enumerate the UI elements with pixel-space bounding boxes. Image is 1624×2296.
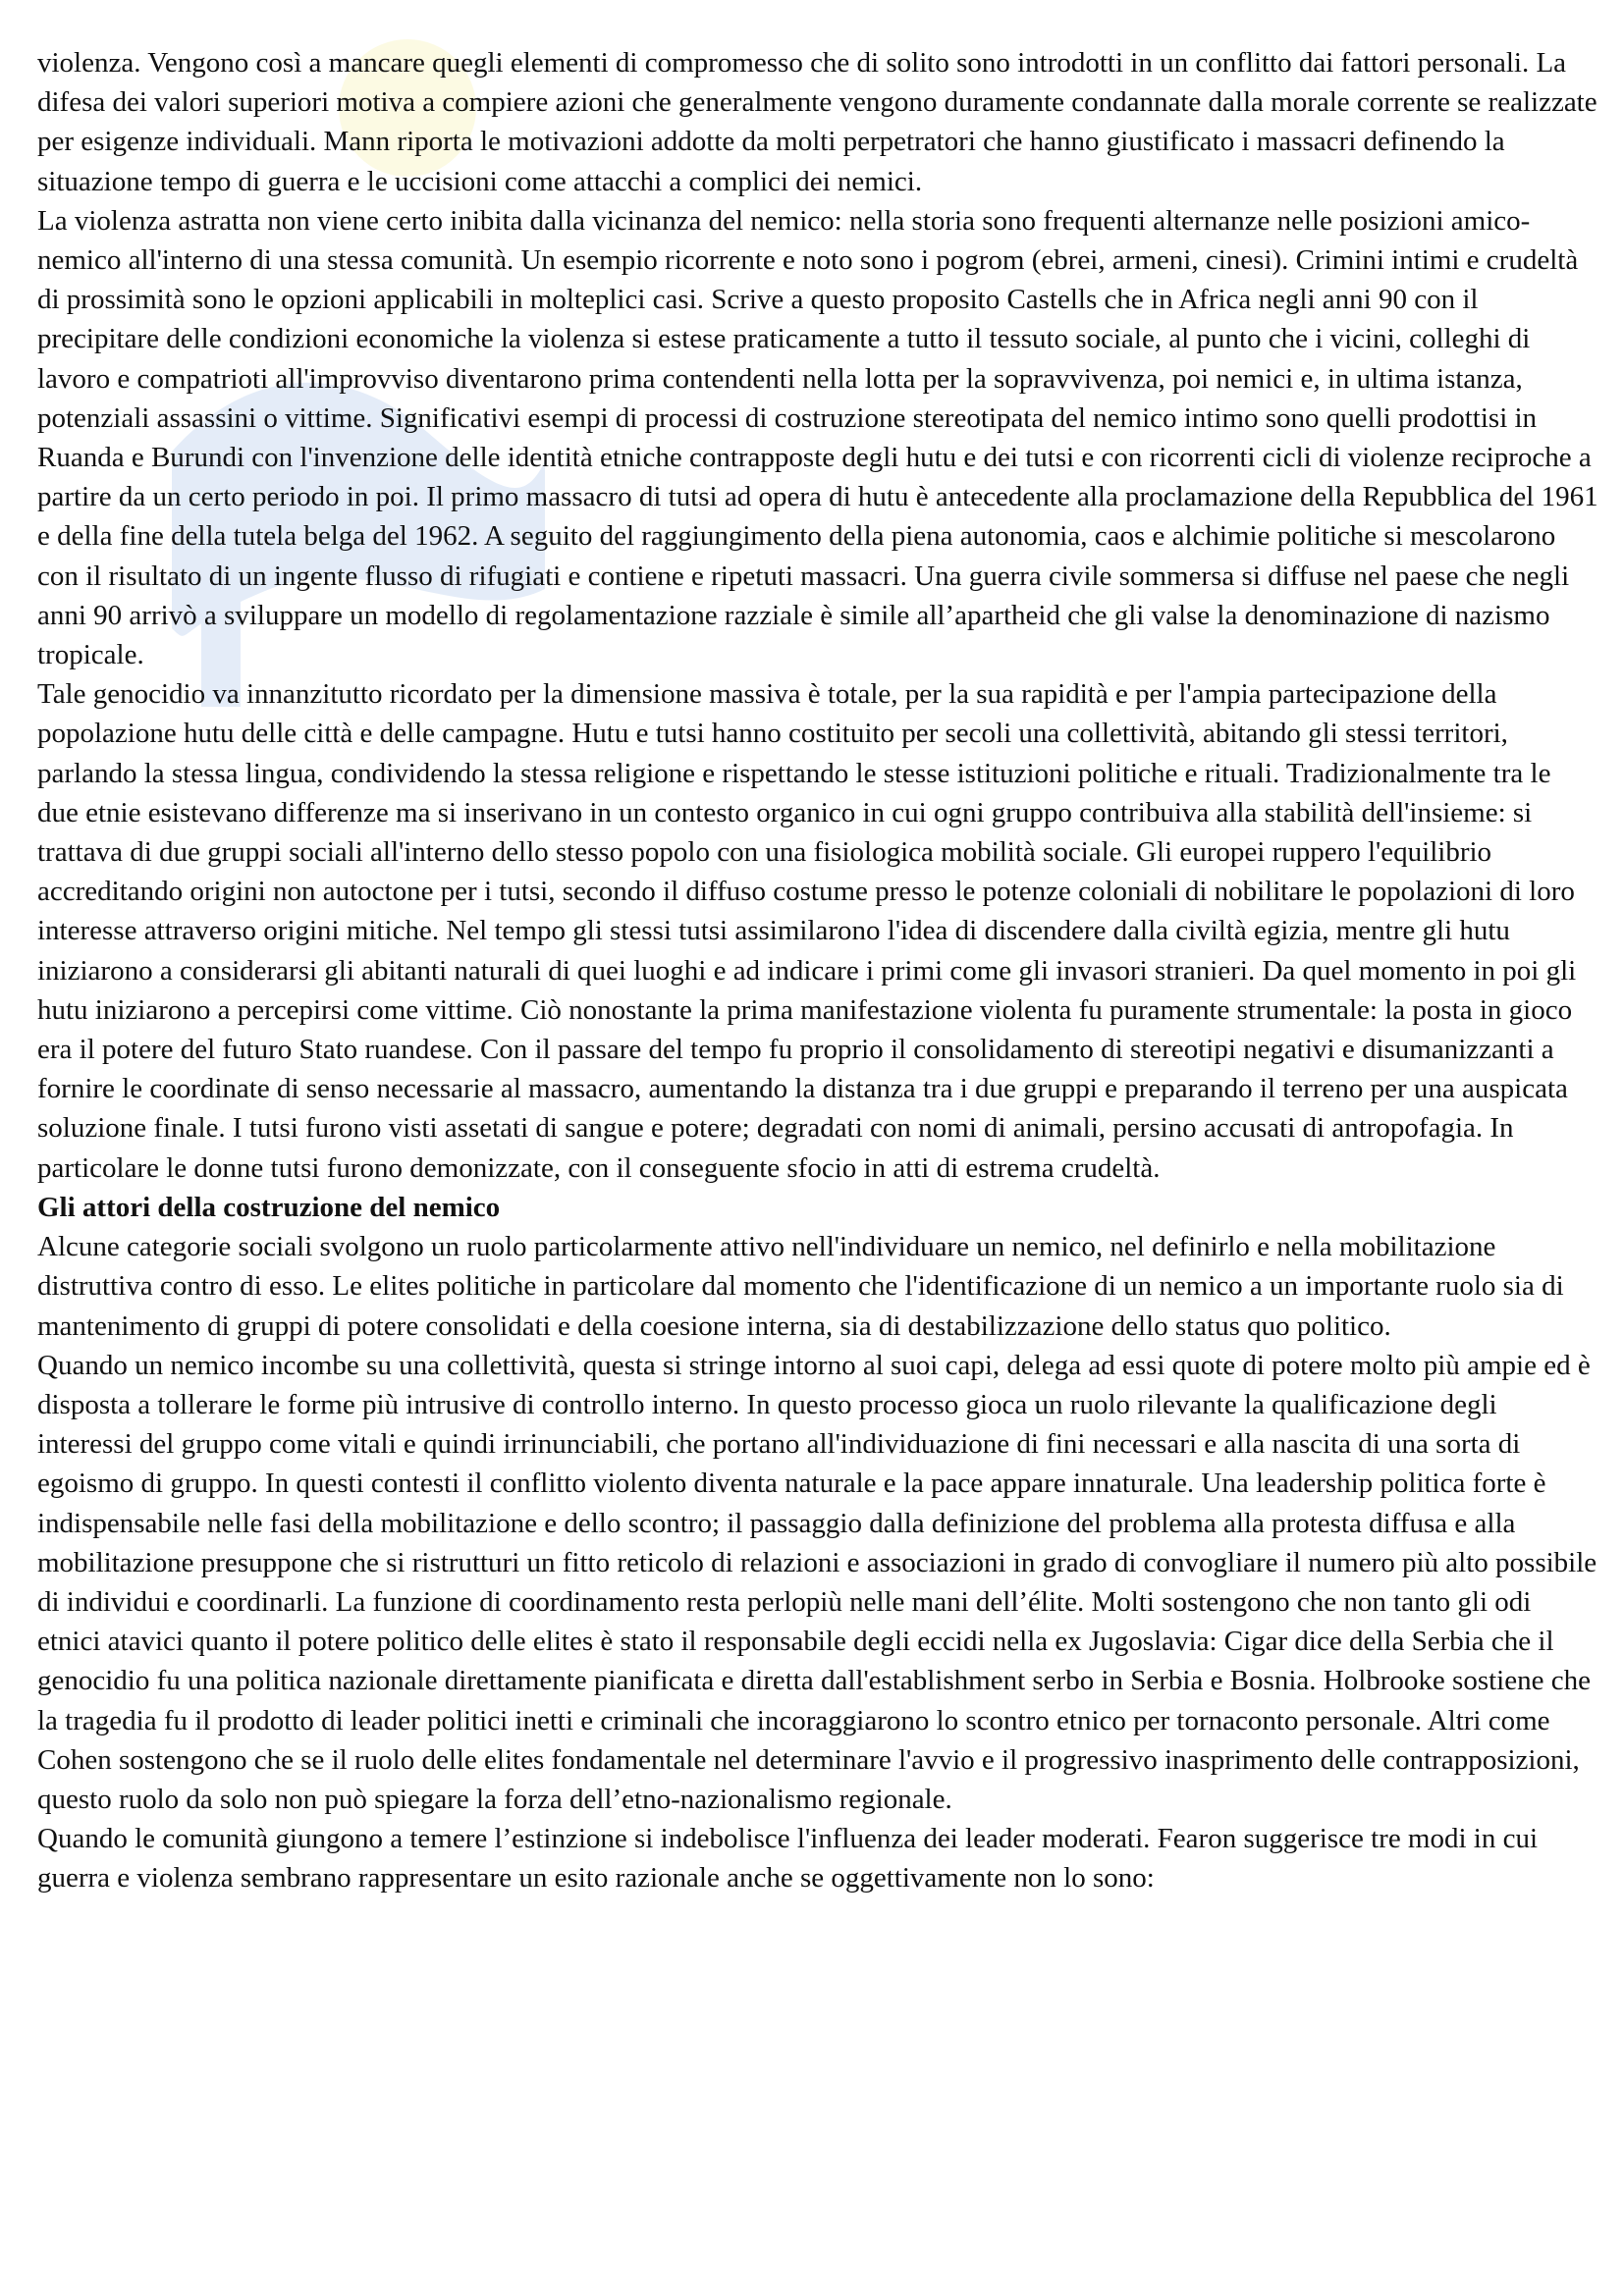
paragraph-violenza-astratta: violenza. Vengono così a mancare quegli elementi di compromesso che di solito sono introdotti in un conflitto dai fattori personali. La difesa dei valori superiori motiva a compiere azioni che generalmente vengono duramente condannate dalla morale corrente se realizzate per esigenze individuali. Mann riporta le motivazioni addotte da molti perpetratori che hanno giustificato i massacri definendo la situazione tempo di guerra e le uccisioni come attacchi a complici dei nemici. xyxy=(37,47,1597,197)
paragraph-fearon: Quando le comunità giungono a temere l’estinzione si indebolisce l'influenza dei leader moderati. Fearon suggerisce tre modi in cui guerra e violenza sembrano rappresentare un esito razionale anche se oggettivamente non lo sono: xyxy=(37,1823,1539,1895)
paragraph-genocidio: Tale genocidio va innanzitutto ricordato per la dimensione massiva è totale, per la sua rapidità e per l'ampia partecipazione della popolazione hutu delle città e delle campagne. Hutu e tutsi hanno costituito per secoli una collettività, abitando gli stessi territori, parlando la stessa lingua, condividendo la stessa religione e rispettando le stesse istituzioni politiche e rituali. Tradizionalmente tra le due etnie esistevano differenze ma si inserivano in un contesto organico in cui ogni gruppo contribuiva alla stabilità dell'insieme: si trattava di due gruppi sociali all'interno dello stesso popolo con una fisiologica mobilità sociale. Gli europei ruppero l'equilibrio accreditando origini non autoctone per i tutsi, secondo il diffuso costume presso le potenze coloniali di nobilitare le popolazioni di loro interesse attraverso origini mitiche. Nel tempo gli stessi tutsi assimilarono l'idea di discendere dalla civiltà egizia, mentre gli hutu iniziarono a considerarsi gli abitanti naturali di quei luoghi e ad indicare i primi come gli invasori stranieri. Da quel momento in poi gli hutu iniziarono a percepirsi come vittime. Ciò nonostante la prima manifestazione violenta fu puramente strumentale: la posta in gioco era il potere del futuro Stato ruandese. Con il passare del tempo fu proprio il consolidamento di stereotipi negativi e disumanizzanti a fornire le coordinate di senso necessarie al massacro, aumentando la distanza tra i due gruppi e preparando il terreno per una auspicata soluzione finale. I tutsi furono visti assetati di sangue e potere; degradati con nomi di animali, persino accusati di antropofagia. In particolare le donne tutsi furono demonizzate, con il conseguente sfocio in atti di estrema crudeltà. xyxy=(37,678,1577,1184)
paragraph-leadership: Quando un nemico incombe su una collettività, questa si stringe intorno al suoi capi, delega ad essi quote di potere molto più ampie ed è disposta a tollerare le forme più intrusive di controllo interno. In questo processo gioca un ruolo rilevante la qualificazione degli interessi del gruppo come vitali e quindi irrinunciabili, che portano all'individuazione di fini necessari e alla nascita di una sorta di egoismo di gruppo. In questi contesti il conflitto violento diventa naturale e la pace appare innaturale. Una leadership politica forte è indispensabile nelle fasi della mobilitazione e dello scontro; il passaggio dalla definizione del problema alla protesta diffusa e alla mobilitazione presuppone che si ristrutturi un fitto reticolo di relazioni e associazioni in grado di convogliare il numero più alto possibile di individui e coordinarli. La funzione di coordinamento resta perlopiù nelle mani dell’élite. Molti sostengono che non tanto gli odi etnici atavici quanto il potere politico delle elites è stato il responsabile degli eccidi nella ex Jugoslavia: Cigar dice della Serbia che il genocidio fu una politica nazionale direttamente pianificata e diretta dall'establishment serbo in Serbia e Bosnia. Holbrooke sostiene che la tragedia fu il prodotto di leader politici inetti e criminali che incoraggiarono lo scontro etnico per tornaconto personale. Altri come Cohen sostengono che se il ruolo delle elites fondamentale nel determinare l'avvio e il progressivo inasprimento delle contrapposizioni, questo ruolo da solo non può spiegare la forza dell’etno-nazionalismo regionale. xyxy=(37,1349,1597,1815)
document-page xyxy=(37,43,1598,1898)
paragraph-ruanda-burundi: La violenza astratta non viene certo inibita dalla vicinanza del nemico: nella storia sono frequenti alternanze nelle posizioni amico-nemico all'interno di una stessa comunità. Un esempio ricorrente e noto sono i pogrom (ebrei, armeni, cinesi). Crimini intimi e crudeltà di prossimità sono le opzioni applicabili in molteplici casi. Scrive a questo proposito Castells che in Africa negli anni 90 con il precipitare delle condizioni economiche la violenza si estese praticamente a tutto il tessuto sociale, al punto che i vicini, colleghi di lavoro e compatrioti all'improvviso diventarono prima contendenti nella lotta per la sopravvivenza, poi nemici e, in ultima istanza, potenziali assassini o vittime. Significativi esempi di processi di costruzione stereotipata del nemico intimo sono quelli prodottisi in Ruanda e Burundi con l'invenzione delle identità etniche contrapposte degli hutu e dei tutsi e con ricorrenti cicli di violenze reciproche a partire da un certo periodo in poi. Il primo massacro di tutsi ad opera di hutu è antecedente alla proclamazione della Repubblica del 1961 e della fine della tutela belga del 1962. A seguito del raggiungimento della piena autonomia, caos e alchimie politiche si mescolarono con il risultato di un ingente flusso di rifugiati e contiene e ripetuti massacri. Una guerra civile sommersa si diffuse nel paese che negli anni 90 arrivò a sviluppare un modello di regolamentazione razziale è simile all’apartheid che gli valse la denominazione di nazismo tropicale. xyxy=(37,204,1598,671)
section-heading: Gli attori della costruzione del nemico xyxy=(37,1191,501,1223)
paragraph-categorie-sociali: Alcune categorie sociali svolgono un ruolo particolarmente attivo nell'individuare un nemico, nel definirlo e nella mobilitazione distruttiva contro di esso. Le elites politiche in particolare dal momento che l'identificazione di un nemico a un importante ruolo sia di mantenimento di gruppi di potere consolidati e della coesione interna, sia di destabilizzazione dello status quo politico. xyxy=(37,1231,1564,1342)
